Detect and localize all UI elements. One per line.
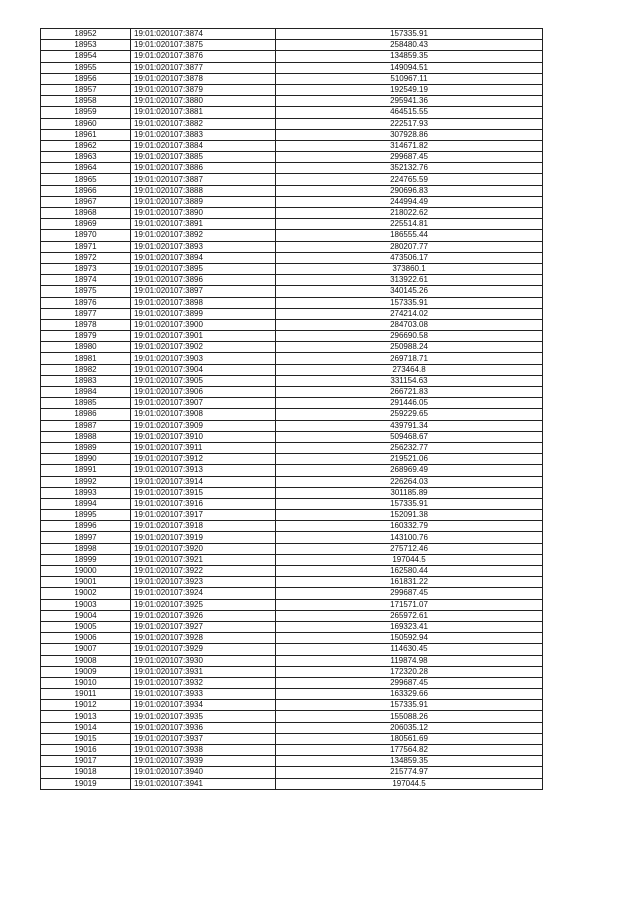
cadastral-number-cell: 19:01:020107:3938 (131, 745, 276, 756)
table-row (41, 521, 543, 532)
cadastral-number-cell: 19:01:020107:3880 (131, 96, 276, 107)
row-number-cell: 18993 (41, 487, 131, 498)
cadastral-number-cell: 19:01:020107:3905 (131, 375, 276, 386)
cadastral-number-cell: 19:01:020107:3882 (131, 118, 276, 129)
table-row (41, 655, 543, 666)
cadastral-number-cell: 19:01:020107:3918 (131, 521, 276, 532)
cadastral-value-cell: 157335.91 (276, 29, 543, 40)
cadastral-number-cell: 19:01:020107:3934 (131, 700, 276, 711)
table-row (41, 319, 543, 330)
cadastral-value-cell: 280207.77 (276, 241, 543, 252)
row-number-cell: 18957 (41, 84, 131, 95)
table-row (41, 40, 543, 51)
table-row (41, 420, 543, 431)
row-number-cell: 18962 (41, 140, 131, 151)
table-row (41, 185, 543, 196)
cadastral-value-cell: 149094.51 (276, 62, 543, 73)
cadastral-value-cell: 258480.43 (276, 40, 543, 51)
row-number-cell: 19005 (41, 621, 131, 632)
table-row (41, 454, 543, 465)
row-number-cell: 18982 (41, 364, 131, 375)
cadastral-number-cell: 19:01:020107:3921 (131, 554, 276, 565)
row-number-cell: 19015 (41, 733, 131, 744)
row-number-cell: 18960 (41, 118, 131, 129)
row-number-cell: 19018 (41, 767, 131, 778)
cadastral-value-cell: 143100.76 (276, 532, 543, 543)
row-number-cell: 18984 (41, 387, 131, 398)
cadastral-number-cell: 19:01:020107:3912 (131, 454, 276, 465)
cadastral-value-cell: 269718.71 (276, 353, 543, 364)
row-number-cell: 19016 (41, 745, 131, 756)
table-row (41, 286, 543, 297)
cadastral-value-cell: 134859.35 (276, 51, 543, 62)
cadastral-value-cell: 180561.69 (276, 733, 543, 744)
table-row (41, 208, 543, 219)
table-row (41, 465, 543, 476)
cadastral-number-cell: 19:01:020107:3877 (131, 62, 276, 73)
cadastral-number-cell: 19:01:020107:3916 (131, 498, 276, 509)
row-number-cell: 18972 (41, 252, 131, 263)
cadastral-number-cell: 19:01:020107:3929 (131, 644, 276, 655)
cadastral-value-cell: 340145.26 (276, 286, 543, 297)
cadastral-number-cell: 19:01:020107:3879 (131, 84, 276, 95)
table-row (41, 745, 543, 756)
row-number-cell: 18990 (41, 454, 131, 465)
row-number-cell: 18985 (41, 398, 131, 409)
cadastral-value-cell: 134859.35 (276, 756, 543, 767)
cadastral-number-cell: 19:01:020107:3919 (131, 532, 276, 543)
row-number-cell: 18978 (41, 319, 131, 330)
cadastral-value-cell: 268969.49 (276, 465, 543, 476)
row-number-cell: 19014 (41, 722, 131, 733)
row-number-cell: 18970 (41, 230, 131, 241)
table-row (41, 152, 543, 163)
cadastral-number-cell: 19:01:020107:3932 (131, 677, 276, 688)
cadastral-number-cell: 19:01:020107:3910 (131, 431, 276, 442)
cadastral-number-cell: 19:01:020107:3909 (131, 420, 276, 431)
cadastral-value-cell: 157335.91 (276, 297, 543, 308)
table-row (41, 554, 543, 565)
row-number-cell: 18967 (41, 196, 131, 207)
row-number-cell: 18964 (41, 163, 131, 174)
cadastral-number-cell: 19:01:020107:3891 (131, 219, 276, 230)
cadastral-number-cell: 19:01:020107:3913 (131, 465, 276, 476)
cadastral-number-cell: 19:01:020107:3883 (131, 129, 276, 140)
cadastral-number-cell: 19:01:020107:3876 (131, 51, 276, 62)
table-row (41, 118, 543, 129)
row-number-cell: 18953 (41, 40, 131, 51)
cadastral-number-cell: 19:01:020107:3940 (131, 767, 276, 778)
table-row (41, 476, 543, 487)
table-row (41, 51, 543, 62)
cadastral-value-cell: 331154.63 (276, 375, 543, 386)
cadastral-value-cell: 301185.89 (276, 487, 543, 498)
cadastral-value-cell: 274214.02 (276, 308, 543, 319)
table-row (41, 733, 543, 744)
cadastral-value-cell: 161831.22 (276, 577, 543, 588)
cadastral-number-cell: 19:01:020107:3892 (131, 230, 276, 241)
table-row (41, 96, 543, 107)
table-row (41, 599, 543, 610)
cadastral-number-cell: 19:01:020107:3893 (131, 241, 276, 252)
table-row (41, 73, 543, 84)
table-row (41, 409, 543, 420)
table-row (41, 398, 543, 409)
cadastral-number-cell: 19:01:020107:3926 (131, 610, 276, 621)
table-row (41, 633, 543, 644)
table-row (41, 510, 543, 521)
cadastral-number-cell: 19:01:020107:3935 (131, 711, 276, 722)
cadastral-value-cell: 290696.83 (276, 185, 543, 196)
cadastral-number-cell: 19:01:020107:3920 (131, 543, 276, 554)
row-number-cell: 19004 (41, 610, 131, 621)
table-row (41, 722, 543, 733)
row-number-cell: 19010 (41, 677, 131, 688)
row-number-cell: 19013 (41, 711, 131, 722)
cadastral-value-cell: 169323.41 (276, 621, 543, 632)
row-number-cell: 19003 (41, 599, 131, 610)
cadastral-value-cell: 177564.82 (276, 745, 543, 756)
row-number-cell: 18968 (41, 208, 131, 219)
table-row (41, 241, 543, 252)
row-number-cell: 19011 (41, 689, 131, 700)
table-row (41, 174, 543, 185)
row-number-cell: 18979 (41, 331, 131, 342)
table-row (41, 129, 543, 140)
row-number-cell: 18977 (41, 308, 131, 319)
table-row (41, 62, 543, 73)
cadastral-value-cell: 313922.61 (276, 275, 543, 286)
cadastral-number-cell: 19:01:020107:3875 (131, 40, 276, 51)
cadastral-value-cell: 299687.45 (276, 677, 543, 688)
table-row (41, 140, 543, 151)
row-number-cell: 18981 (41, 353, 131, 364)
row-number-cell: 18971 (41, 241, 131, 252)
cadastral-value-cell: 307928.86 (276, 129, 543, 140)
row-number-cell: 18986 (41, 409, 131, 420)
row-number-cell: 18958 (41, 96, 131, 107)
table-row (41, 677, 543, 688)
table-row (41, 666, 543, 677)
table-row (41, 375, 543, 386)
row-number-cell: 18998 (41, 543, 131, 554)
row-number-cell: 19002 (41, 588, 131, 599)
table-row (41, 297, 543, 308)
cadastral-number-cell: 19:01:020107:3941 (131, 778, 276, 789)
cadastral-value-cell: 150592.94 (276, 633, 543, 644)
table-row (41, 275, 543, 286)
cadastral-value-cell: 186555.44 (276, 230, 543, 241)
cadastral-number-cell: 19:01:020107:3917 (131, 510, 276, 521)
table-row (41, 700, 543, 711)
table-row (41, 756, 543, 767)
table-row (41, 498, 543, 509)
cadastral-value-cell: 265972.61 (276, 610, 543, 621)
cadastral-number-cell: 19:01:020107:3881 (131, 107, 276, 118)
cadastral-value-cell: 509468.67 (276, 431, 543, 442)
cadastral-value-cell: 114630.45 (276, 644, 543, 655)
cadastral-value-cell: 373860.1 (276, 263, 543, 274)
cadastral-number-cell: 19:01:020107:3908 (131, 409, 276, 420)
cadastral-value-cell: 215774.97 (276, 767, 543, 778)
row-number-cell: 18975 (41, 286, 131, 297)
cadastral-number-cell: 19:01:020107:3904 (131, 364, 276, 375)
cadastral-value-cell: 473506.17 (276, 252, 543, 263)
row-number-cell: 19001 (41, 577, 131, 588)
table-row (41, 219, 543, 230)
row-number-cell: 18987 (41, 420, 131, 431)
cadastral-number-cell: 19:01:020107:3907 (131, 398, 276, 409)
cadastral-number-cell: 19:01:020107:3884 (131, 140, 276, 151)
table-row (41, 107, 543, 118)
cadastral-value-cell: 197044.5 (276, 778, 543, 789)
cadastral-value-cell: 295941.36 (276, 96, 543, 107)
row-number-cell: 18999 (41, 554, 131, 565)
cadastral-number-cell: 19:01:020107:3887 (131, 174, 276, 185)
table-row (41, 778, 543, 789)
row-number-cell: 19007 (41, 644, 131, 655)
cadastral-value-cell: 259229.65 (276, 409, 543, 420)
row-number-cell: 19000 (41, 566, 131, 577)
cadastral-number-cell: 19:01:020107:3890 (131, 208, 276, 219)
cadastral-number-cell: 19:01:020107:3924 (131, 588, 276, 599)
cadastral-number-cell: 19:01:020107:3923 (131, 577, 276, 588)
cadastral-number-cell: 19:01:020107:3895 (131, 263, 276, 274)
cadastral-value-cell: 256232.77 (276, 442, 543, 453)
row-number-cell: 19012 (41, 700, 131, 711)
row-number-cell: 18961 (41, 129, 131, 140)
cadastral-number-cell: 19:01:020107:3897 (131, 286, 276, 297)
cadastral-number-cell: 19:01:020107:3874 (131, 29, 276, 40)
cadastral-number-cell: 19:01:020107:3931 (131, 666, 276, 677)
cadastral-value-cell: 172320.28 (276, 666, 543, 677)
cadastral-number-cell: 19:01:020107:3878 (131, 73, 276, 84)
cadastral-number-cell: 19:01:020107:3894 (131, 252, 276, 263)
row-number-cell: 18974 (41, 275, 131, 286)
row-number-cell: 18959 (41, 107, 131, 118)
cadastral-value-cell: 299687.45 (276, 588, 543, 599)
cadastral-number-cell: 19:01:020107:3922 (131, 566, 276, 577)
table-row (41, 163, 543, 174)
cadastral-number-cell: 19:01:020107:3911 (131, 442, 276, 453)
cadastral-number-cell: 19:01:020107:3906 (131, 387, 276, 398)
cadastral-number-cell: 19:01:020107:3937 (131, 733, 276, 744)
cadastral-number-cell: 19:01:020107:3903 (131, 353, 276, 364)
row-number-cell: 18991 (41, 465, 131, 476)
table-row (41, 442, 543, 453)
cadastral-value-cell: 219521.06 (276, 454, 543, 465)
cadastral-number-cell: 19:01:020107:3939 (131, 756, 276, 767)
cadastral-value-cell: 163329.66 (276, 689, 543, 700)
cadastral-value-cell: 352132.76 (276, 163, 543, 174)
row-number-cell: 18989 (41, 442, 131, 453)
table-row (41, 689, 543, 700)
row-number-cell: 19019 (41, 778, 131, 789)
table-row (41, 610, 543, 621)
table-row (41, 711, 543, 722)
table-row (41, 621, 543, 632)
cadastral-value-cell: 155088.26 (276, 711, 543, 722)
row-number-cell: 18995 (41, 510, 131, 521)
cadastral-number-cell: 19:01:020107:3885 (131, 152, 276, 163)
cadastral-number-cell: 19:01:020107:3900 (131, 319, 276, 330)
table-row (41, 342, 543, 353)
row-number-cell: 18954 (41, 51, 131, 62)
table-row (41, 29, 543, 40)
cadastral-value-cell: 244994.49 (276, 196, 543, 207)
cadastral-value-cell: 224765.59 (276, 174, 543, 185)
cadastral-value-cell: 206035.12 (276, 722, 543, 733)
row-number-cell: 19008 (41, 655, 131, 666)
cadastral-value-cell: 296690.58 (276, 331, 543, 342)
row-number-cell: 18955 (41, 62, 131, 73)
cadastral-value-cell: 152091.38 (276, 510, 543, 521)
row-number-cell: 18966 (41, 185, 131, 196)
cadastral-value-cell: 291446.05 (276, 398, 543, 409)
cadastral-number-cell: 19:01:020107:3899 (131, 308, 276, 319)
cadastral-number-cell: 19:01:020107:3896 (131, 275, 276, 286)
cadastral-value-cell: 250988.24 (276, 342, 543, 353)
row-number-cell: 18988 (41, 431, 131, 442)
cadastral-value-cell: 273464.8 (276, 364, 543, 375)
table-body (41, 29, 543, 790)
table-row (41, 431, 543, 442)
cadastral-value-cell: 314671.82 (276, 140, 543, 151)
row-number-cell: 18973 (41, 263, 131, 274)
table-row (41, 364, 543, 375)
table-row (41, 196, 543, 207)
cadastral-number-cell: 19:01:020107:3914 (131, 476, 276, 487)
row-number-cell: 18976 (41, 297, 131, 308)
cadastral-number-cell: 19:01:020107:3933 (131, 689, 276, 700)
table-row (41, 252, 543, 263)
row-number-cell: 18963 (41, 152, 131, 163)
row-number-cell: 18956 (41, 73, 131, 84)
cadastral-number-cell: 19:01:020107:3915 (131, 487, 276, 498)
cadastral-value-cell: 162580.44 (276, 566, 543, 577)
table-row (41, 263, 543, 274)
table-row (41, 331, 543, 342)
row-number-cell: 18983 (41, 375, 131, 386)
table-row (41, 308, 543, 319)
table-row (41, 577, 543, 588)
cadastral-number-cell: 19:01:020107:3898 (131, 297, 276, 308)
cadastral-value-cell: 192549.19 (276, 84, 543, 95)
table-row (41, 566, 543, 577)
cadastral-value-cell: 266721.83 (276, 387, 543, 398)
cadastral-value-cell: 226264.03 (276, 476, 543, 487)
row-number-cell: 19006 (41, 633, 131, 644)
cadastral-value-cell: 275712.46 (276, 543, 543, 554)
cadastral-number-cell: 19:01:020107:3901 (131, 331, 276, 342)
row-number-cell: 18997 (41, 532, 131, 543)
row-number-cell: 19009 (41, 666, 131, 677)
row-number-cell: 18965 (41, 174, 131, 185)
table-row (41, 230, 543, 241)
cadastral-number-cell: 19:01:020107:3928 (131, 633, 276, 644)
cadastral-value-cell: 197044.5 (276, 554, 543, 565)
cadastral-value-cell: 218022.62 (276, 208, 543, 219)
cadastral-number-cell: 19:01:020107:3888 (131, 185, 276, 196)
row-number-cell: 19017 (41, 756, 131, 767)
table-row (41, 353, 543, 364)
cadastral-value-cell: 284703.08 (276, 319, 543, 330)
cadastral-value-cell: 299687.45 (276, 152, 543, 163)
table-row (41, 588, 543, 599)
table-row (41, 644, 543, 655)
cadastral-value-cell: 464515.55 (276, 107, 543, 118)
row-number-cell: 18996 (41, 521, 131, 532)
cadastral-value-cell: 157335.91 (276, 700, 543, 711)
cadastral-value-cell: 119874.98 (276, 655, 543, 666)
cadastral-number-cell: 19:01:020107:3902 (131, 342, 276, 353)
row-number-cell: 18994 (41, 498, 131, 509)
cadastral-value-cell: 222517.93 (276, 118, 543, 129)
table-row (41, 543, 543, 554)
cadastral-value-cell: 225514.81 (276, 219, 543, 230)
cadastral-number-cell: 19:01:020107:3886 (131, 163, 276, 174)
cadastral-value-table (40, 28, 543, 790)
cadastral-number-cell: 19:01:020107:3930 (131, 655, 276, 666)
cadastral-number-cell: 19:01:020107:3927 (131, 621, 276, 632)
table-row (41, 387, 543, 398)
table-row (41, 487, 543, 498)
table-row (41, 84, 543, 95)
cadastral-value-cell: 439791.34 (276, 420, 543, 431)
cadastral-value-cell: 157335.91 (276, 498, 543, 509)
cadastral-value-cell: 510967.11 (276, 73, 543, 84)
table-row (41, 532, 543, 543)
row-number-cell: 18969 (41, 219, 131, 230)
cadastral-value-cell: 171571.07 (276, 599, 543, 610)
table-row (41, 767, 543, 778)
cadastral-number-cell: 19:01:020107:3925 (131, 599, 276, 610)
cadastral-value-cell: 160332.79 (276, 521, 543, 532)
cadastral-number-cell: 19:01:020107:3889 (131, 196, 276, 207)
row-number-cell: 18952 (41, 29, 131, 40)
cadastral-number-cell: 19:01:020107:3936 (131, 722, 276, 733)
row-number-cell: 18992 (41, 476, 131, 487)
row-number-cell: 18980 (41, 342, 131, 353)
